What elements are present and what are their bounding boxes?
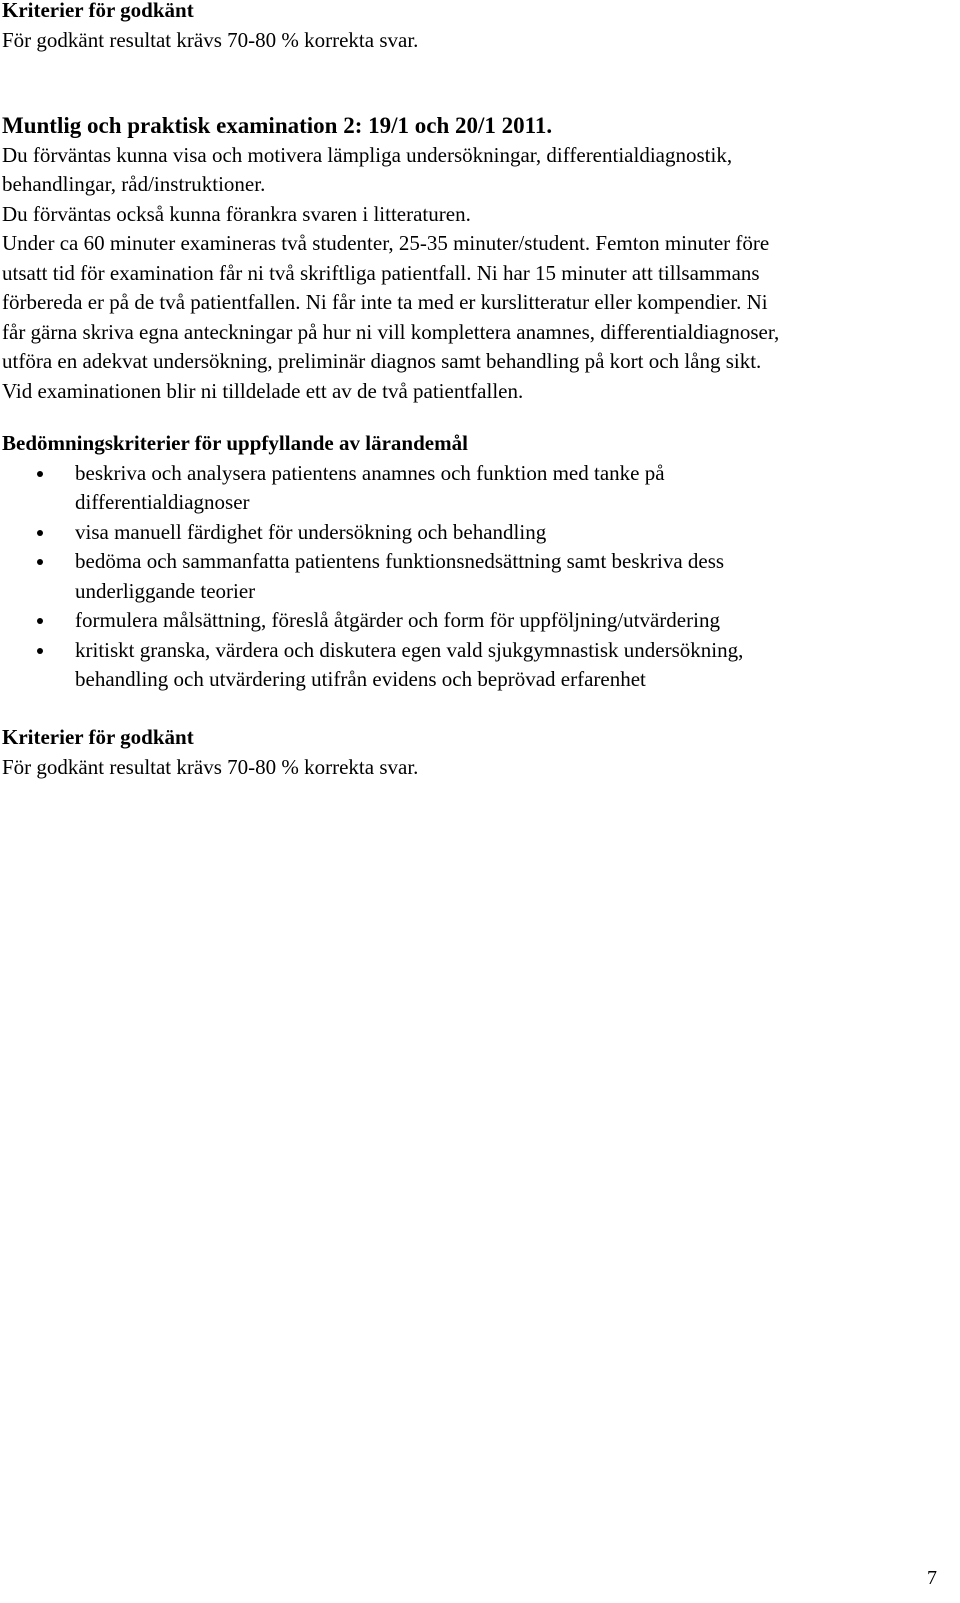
list-item-line: behandling och utvärdering utifrån evidens och beprövad erfarenhet	[75, 667, 646, 691]
list-item-line: beskriva och analysera patientens anamnes och funktion med tanke på	[75, 460, 665, 485]
bullet-icon	[37, 618, 43, 624]
exam-line: utsatt tid för examination får ni två skriftliga patientfall. Ni har 15 minuter att tillsammans	[2, 260, 760, 285]
list-item-line: differentialdiagnoser	[75, 490, 250, 514]
exam-section	[2, 111, 779, 406]
list-item-line: underliggande teorier	[75, 578, 256, 603]
exam-line: förbereda er på de två patientfallen. Ni får inte ta med er kurslitteratur eller kompendier. Ni	[2, 290, 768, 314]
final-criteria-heading: Kriterier för godkänt	[2, 725, 194, 749]
exam-line: Under ca 60 minuter examineras två studenter, 25-35 minuter/student. Femton minuter före	[2, 231, 770, 255]
exam-line: utföra en adekvat undersökning, preliminär diagnos samt behandling på kort och lång sikt.	[2, 349, 762, 373]
exam-line: får gärna skriva egna anteckningar på hur ni vill komplettera anamnes, differentialdiagnoser,	[2, 319, 780, 344]
list-item-line: kritiskt granska, värdera och diskutera egen vald sjukgymnastisk undersökning,	[75, 637, 744, 662]
exam-line: Vid examinationen blir ni tilldelade ett av de två patientfallen.	[2, 378, 524, 403]
criteria-list	[2, 459, 743, 695]
final-criteria-text: För godkänt resultat krävs 70-80 % korrekta svar.	[2, 754, 419, 779]
list-item-line: visa manuell färdighet för undersökning och behandling	[75, 519, 547, 544]
final-criteria-section	[2, 723, 418, 782]
top-criteria-heading: Kriterier för godkänt	[2, 0, 194, 22]
exam-line: Du förväntas också kunna förankra svaren i litteraturen.	[2, 201, 471, 226]
assessment-criteria-section	[2, 429, 743, 695]
top-criteria-text: För godkänt resultat krävs 70-80 % korrekta svar.	[2, 27, 419, 52]
bullet-icon	[37, 530, 43, 536]
bullet-icon	[37, 471, 43, 477]
top-criteria-section	[2, 0, 418, 55]
list-item	[2, 606, 743, 636]
list-item	[2, 518, 743, 548]
bullet-icon	[37, 648, 43, 654]
list-item	[2, 636, 743, 695]
exam-title: Muntlig och praktisk examination 2: 19/1 och 20/1 2011.	[2, 113, 553, 138]
list-item	[2, 459, 743, 518]
assessment-criteria-heading: Bedömningskriterier för uppfyllande av lärandemål	[2, 431, 468, 455]
exam-line: behandlingar, råd/instruktioner.	[2, 172, 266, 196]
bullet-icon	[37, 559, 43, 565]
list-item-line: formulera målsättning, föreslå åtgärder och form för uppföljning/utvärdering	[75, 608, 720, 632]
list-item	[2, 547, 743, 606]
page-number: 7	[927, 1567, 937, 1589]
exam-line: Du förväntas kunna visa och motivera lämpliga undersökningar, differentialdiagnostik,	[2, 142, 733, 167]
list-item-line: bedöma och sammanfatta patientens funktionsnedsättning samt beskriva dess	[75, 549, 725, 573]
